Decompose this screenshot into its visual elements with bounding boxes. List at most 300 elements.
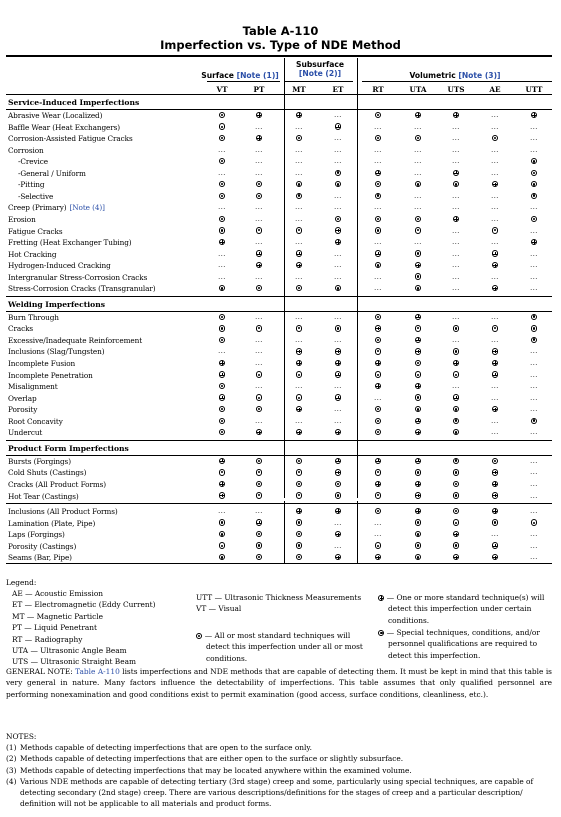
full-detection-icon [296,458,302,464]
partial-detection-icon [296,250,302,256]
cell-symbol [443,541,469,553]
cell-not-applicable: ... [530,456,538,465]
cell-not-applicable: ... [452,203,460,212]
notes-heading: NOTES: [6,732,37,741]
legend-spec-line3: detect this imperfection. [388,650,481,660]
partial-detection-icon [375,458,381,464]
legend-full-line2: detect this imperfection under all or most [206,642,363,652]
cell-not-applicable: ... [414,203,422,212]
legend-ae: AE — Acoustic Emission [12,589,104,598]
cell-symbol [286,370,312,382]
row-label-text: Burn Through [8,312,59,322]
cell-symbol [286,179,312,191]
cell-symbol [286,346,312,358]
row-label [8,335,142,347]
full-detection-icon [256,371,262,377]
special-technique-icon [415,273,421,279]
cell-symbol [405,283,431,295]
special-technique-icon [415,542,421,548]
cell-symbol [286,506,312,518]
cell-not-applicable: ... [255,359,263,367]
cell-symbol [482,133,508,145]
legend-col2 [196,592,361,615]
row-label [8,237,132,249]
header-rule [6,94,552,95]
full-detection-icon [453,519,459,525]
legend-utt: UTT — Ultrasonic Thickness Measurements [196,593,362,602]
cell-symbol [209,133,235,145]
method-code-uts: UTS [447,85,465,94]
section-rule [6,440,552,441]
cell-symbol [405,541,431,553]
special-technique-icon [531,325,537,331]
table-subtitle: Imperfection vs. Type of NDE Method [160,38,401,52]
cell-symbol [405,506,431,518]
partial-detection-icon [375,325,381,331]
cell-symbol [365,110,391,122]
special-technique-icon [375,193,381,199]
method-code-pt: PT [253,85,265,94]
cell-symbol [405,323,431,335]
full-detection-icon [415,135,421,141]
special-technique-icon [219,285,225,291]
cell-symbol [521,156,547,168]
partial-detection-icon [256,262,262,268]
full-detection-icon [219,158,225,164]
full-detection-icon [296,481,302,487]
volumetric-note-link[interactable]: [Note (3)] [458,71,501,80]
cell-not-applicable: ... [530,249,538,258]
row-label-text: Abrasive Wear (Localized) [8,111,103,120]
row-label [8,272,147,284]
special-technique-icon [335,216,341,222]
surface-note-link[interactable]: [Note (1)] [236,71,279,80]
partial-detection-icon [335,360,341,366]
full-detection-icon [256,181,262,187]
cell-not-applicable: ... [255,238,263,247]
table-row [0,323,561,335]
row-label [8,479,106,491]
cell-symbol [365,467,391,479]
cell-not-applicable: ... [255,272,263,281]
full-detection-icon [296,325,302,331]
row-label-text: -Crevice [18,157,48,167]
cell-not-applicable: ... [452,122,460,131]
full-detection-icon [375,418,381,424]
table-title: Table A-110 [242,24,319,38]
cell-symbol [521,335,547,347]
cell-symbol [246,323,272,335]
row-label-text: Creep (Primary) [8,203,67,213]
cell-symbol [286,456,312,468]
cell-not-applicable: ... [491,214,499,223]
cell-not-applicable: ... [530,203,538,212]
table-row [0,529,561,541]
cell-symbol [209,479,235,491]
note-item [6,776,554,810]
cell-symbol [209,416,235,428]
cell-symbol [365,323,391,335]
table-row [0,283,561,295]
row-label-text: Overlap [8,393,37,403]
cell-not-applicable: ... [334,191,342,200]
cell-symbol [521,518,547,530]
partial-detection-icon [375,360,381,366]
table-row [0,506,561,518]
special-technique-icon [531,337,537,343]
legend-plus-line2: detect this imperfection under certain [388,604,532,614]
table-row [0,467,561,479]
partial-detection-icon [256,112,262,118]
table-row [0,168,561,180]
cell-symbol [405,110,431,122]
legend-vt: VT — Visual [196,604,242,614]
table-row [0,260,561,272]
row-label-text: Hydrogen-Induced Cracking [8,261,111,271]
full-detection-icon [375,337,381,343]
cell-symbol [521,416,547,428]
cell-symbol [209,404,235,416]
cell-not-applicable: ... [334,335,342,344]
note-number: (4) [6,776,17,786]
cell-symbol [286,479,312,491]
row-label-text: Corrosion-Assisted Fatigue Cracks [8,134,133,144]
special-technique-icon [415,285,421,291]
row-note-link[interactable]: [Note (4)] [69,203,105,213]
partial-detection-icon [453,531,459,537]
partial-detection-icon [453,170,459,176]
cell-symbol [405,272,431,284]
cell-symbol [209,191,235,203]
cell-not-applicable: ... [255,416,263,425]
cell-symbol [209,381,235,393]
cell-not-applicable: ... [530,468,538,477]
legend-full [196,630,363,664]
partial-detection-icon [219,371,225,377]
cell-symbol [482,491,508,503]
partial-detection-icon [335,227,341,233]
partial-detection-icon [296,508,302,514]
cell-symbol [365,491,391,503]
full-detection-icon [492,135,498,141]
full-detection-icon [219,469,225,475]
partial-detection-icon [492,481,498,487]
subsurface-note-link[interactable]: [Note (2)] [298,69,342,78]
row-label-text: Corrosion [8,145,44,155]
special-technique-icon [375,227,381,233]
cell-not-applicable: ... [530,284,538,293]
cell-symbol [325,370,351,382]
cell-symbol [443,529,469,541]
cell-symbol [209,283,235,295]
partial-detection-icon [219,481,225,487]
cell-not-applicable: ... [530,491,538,500]
cell-not-applicable: ... [530,359,538,367]
partial-detection-icon [415,481,421,487]
cell-symbol [325,283,351,295]
full-detection-icon [219,383,225,389]
table-row [0,156,561,168]
table-row [0,346,561,358]
row-label-text: Cracks [8,324,34,334]
cell-not-applicable: ... [334,261,342,270]
cell-not-applicable: ... [452,157,460,166]
cell-symbol [325,427,351,439]
cell-not-applicable: ... [452,249,460,258]
special-technique-icon [453,542,459,548]
cell-symbol [482,541,508,553]
cell-not-applicable: ... [334,312,342,321]
table-row [0,518,561,530]
notes-block [6,731,554,809]
special-technique-icon [415,531,421,537]
cell-symbol [405,370,431,382]
partial-detection-icon [335,123,341,129]
full-detection-icon [256,227,262,233]
row-label-text: Excessive/Inadequate Reinforcement [8,335,143,345]
cell-not-applicable: ... [218,347,226,356]
partial-detection-icon [492,262,498,268]
cell-not-applicable: ... [295,157,303,166]
special-technique-icon [219,227,225,233]
full-detection-icon [375,112,381,118]
special-technique-icon [453,348,459,354]
special-technique-icon [531,418,537,424]
cell-not-applicable: ... [491,191,499,200]
cell-not-applicable: ... [491,111,499,119]
cell-not-applicable: ... [295,122,303,131]
cell-not-applicable: ... [218,507,226,516]
partial-detection-icon [492,492,498,498]
special-technique-icon [375,135,381,141]
special-technique-icon [296,181,302,187]
cell-not-applicable: ... [530,261,538,270]
cell-symbol [405,214,431,226]
cell-not-applicable: ... [374,393,382,402]
table-row [0,202,561,214]
cell-symbol [325,456,351,468]
full-detection-icon [256,481,262,487]
full-detection-icon [415,227,421,233]
table-ref-link[interactable]: Table A-110 [75,667,120,676]
cell-not-applicable: ... [530,370,538,379]
cell-not-applicable: ... [452,238,460,247]
cell-symbol [209,312,235,324]
partial-detection-icon [492,360,498,366]
section-heading: Welding Imperfections [8,299,105,309]
legend-et: ET — Electromagnetic (Eddy Current) [12,600,156,610]
cell-symbol [443,370,469,382]
full-detection-icon [219,193,225,199]
full-detection-icon [531,519,537,525]
partial-detection-icon [335,348,341,354]
row-label [8,283,156,295]
cell-not-applicable: ... [452,261,460,270]
table-row [0,427,561,439]
cell-symbol [443,467,469,479]
row-label [18,191,53,203]
special-technique-icon [492,519,498,525]
full-detection-icon [296,135,302,141]
full-detection-icon [256,531,262,537]
full-detection-icon [453,371,459,377]
cell-not-applicable: ... [295,312,303,321]
cell-symbol [482,358,508,370]
cell-not-applicable: ... [414,145,422,154]
cell-not-applicable: ... [334,111,342,119]
partial-detection-icon [335,239,341,245]
cell-symbol [209,456,235,468]
full-detection-icon [375,508,381,514]
full-detection-icon [219,123,225,129]
cell-symbol [482,249,508,261]
row-label-text: Undercut [8,428,43,438]
cell-not-applicable: ... [334,272,342,281]
special-technique-icon [335,285,341,291]
cell-symbol [405,479,431,491]
row-label [8,226,62,238]
partial-detection-icon [453,360,459,366]
special-technique-icon [296,542,302,548]
partial-detection-icon [335,469,341,475]
partial-detection-icon [256,135,262,141]
cell-symbol [325,346,351,358]
row-label [8,110,102,122]
cell-symbol [286,358,312,370]
cell-symbol [482,323,508,335]
row-label [18,168,86,180]
subsurface-group-header [285,60,355,78]
cell-symbol [209,237,235,249]
cell-symbol [521,237,547,249]
full-detection-icon [256,458,262,464]
row-label [8,491,79,503]
partial-detection-icon [375,554,381,560]
row-label [18,179,44,191]
partial-detection-icon [453,554,459,560]
volumetric-label: Volumetric [409,71,456,80]
cell-symbol [209,491,235,503]
special-technique-icon [453,469,459,475]
cell-not-applicable: ... [491,530,499,539]
row-label-text: Erosion [8,214,36,224]
table-row [0,479,561,491]
cell-symbol [209,323,235,335]
partial-detection-icon [415,262,421,268]
table-row [0,491,561,503]
method-code-rt: RT [372,85,384,94]
cell-symbol [405,179,431,191]
special-technique-icon [378,630,384,636]
row-label [8,249,56,261]
partial-detection-icon [531,239,537,245]
legend-pt: PT — Liquid Penetrant [12,623,97,633]
table-row [0,226,561,238]
cell-symbol [365,179,391,191]
cell-symbol [443,491,469,503]
row-label [8,323,33,335]
cell-symbol [482,506,508,518]
cell-symbol [246,467,272,479]
legend-full-line1: — All or most standard techniques will [204,631,351,640]
cell-not-applicable: ... [530,428,538,437]
partial-detection-icon [296,406,302,412]
special-technique-icon [219,135,225,141]
cell-not-applicable: ... [452,335,460,344]
cell-symbol [365,456,391,468]
row-label [8,427,42,439]
cell-not-applicable: ... [218,203,226,212]
cell-not-applicable: ... [255,214,263,223]
cell-symbol [246,370,272,382]
cell-symbol [482,346,508,358]
full-detection-icon [375,348,381,354]
table-row [0,335,561,347]
note-number: (1) [6,743,17,753]
partial-detection-icon [492,554,498,560]
row-label [8,346,104,358]
general-note-lead: GENERAL NOTE: [6,667,73,676]
row-label [8,312,59,324]
cell-symbol [365,226,391,238]
partial-detection-icon [335,458,341,464]
cell-not-applicable: ... [530,226,538,235]
special-technique-icon [415,469,421,475]
cell-symbol [325,179,351,191]
legend-mt: MT — Magnetic Particle [12,611,104,621]
full-detection-icon [256,394,262,400]
cell-not-applicable: ... [491,145,499,154]
special-technique-icon [415,181,421,187]
cell-not-applicable: ... [295,416,303,425]
cell-symbol [482,404,508,416]
cell-symbol [443,518,469,530]
table-row [0,214,561,226]
row-label [8,416,63,428]
cell-symbol [365,506,391,518]
cell-not-applicable: ... [491,157,499,166]
cell-symbol [405,249,431,261]
special-technique-icon [531,193,537,199]
legend-col1 [12,588,155,668]
partial-detection-icon [453,216,459,222]
partial-detection-icon [378,595,384,601]
cell-symbol [246,427,272,439]
cell-not-applicable: ... [491,393,499,402]
partial-detection-icon [375,250,381,256]
note-number: (3) [6,765,17,775]
full-detection-icon [375,429,381,435]
table-row [0,133,561,145]
cell-symbol [365,381,391,393]
cell-symbol [286,529,312,541]
cell-not-applicable: ... [491,238,499,247]
full-detection-icon [219,216,225,222]
table-row [0,249,561,261]
row-label [8,202,105,214]
note-text: Methods capable of detecting imperfections that are open to the surface only. [20,743,312,753]
full-detection-icon [219,542,225,548]
partial-detection-icon [375,383,381,389]
cell-symbol [365,479,391,491]
note-number: (2) [6,754,17,764]
surface-label: Surface [201,71,234,80]
special-technique-icon [335,481,341,487]
cell-symbol [286,518,312,530]
row-label [8,529,65,541]
cell-not-applicable: ... [255,203,263,212]
row-label [8,456,71,468]
